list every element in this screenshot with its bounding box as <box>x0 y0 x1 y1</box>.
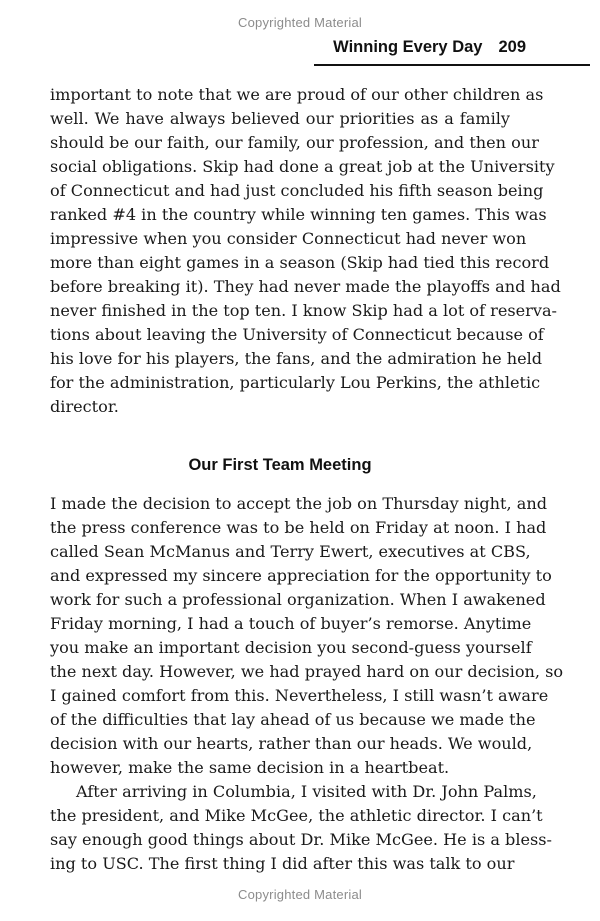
text-line: his love for his players, the fans, and the admiration he held <box>50 349 543 368</box>
text-line: the press conference was to be held on Friday at noon. I had <box>50 518 547 537</box>
text-line: more than eight games in a season (Skip had tied this record <box>50 253 550 272</box>
text-line: however, make the same decision in a heartbeat. <box>50 758 450 777</box>
header-rule <box>314 64 590 66</box>
text-line: decision with our hearts, rather than our heads. We would, <box>50 734 533 753</box>
text-line: should be our faith, our family, our profession, and then our <box>50 133 539 152</box>
text-line: After arriving in Columbia, I visited with Dr. John Palms, <box>76 782 537 801</box>
running-head-title: Winning Every Day <box>333 38 483 56</box>
text-line: Friday morning, I had a touch of buyer’s remorse. Anytime <box>50 614 532 633</box>
text-line: the next day. However, we had prayed hard on our decision, so <box>50 662 564 681</box>
copyright-watermark-top: Copyrighted Material <box>238 15 362 30</box>
text-line: you make an important decision you second-guess yourself <box>50 638 532 657</box>
text-line: social obligations. Skip had done a great job at the University <box>50 157 555 176</box>
page-number: 209 <box>498 38 526 56</box>
text-line: called Sean McManus and Terry Ewert, executives at CBS, <box>50 542 531 561</box>
text-line: I gained comfort from this. Nevertheless, I still wasn’t aware <box>50 686 549 705</box>
text-line: for the administration, particularly Lou Perkins, the athletic <box>50 373 541 392</box>
text-line: ranked #4 in the country while winning ten games. This was <box>50 205 547 224</box>
text-line: I made the decision to accept the job on Thursday night, and <box>50 494 548 513</box>
body-paragraph-1 <box>50 83 561 419</box>
running-head <box>333 38 526 57</box>
section-heading: Our First Team Meeting <box>188 456 372 474</box>
text-line: ing to USC. The first thing I did after this was talk to our <box>50 854 515 873</box>
body-paragraph-2 <box>50 492 564 780</box>
copyright-watermark-bottom: Copyrighted Material <box>238 887 362 902</box>
text-line: of Connecticut and had just concluded his fifth season being <box>50 181 544 200</box>
text-line: never finished in the top ten. I know Skip had a lot of reserva- <box>50 301 557 320</box>
body-paragraph-3 <box>50 780 552 876</box>
text-line: impressive when you consider Connecticut had never won <box>50 229 527 248</box>
text-line: director. <box>50 397 119 416</box>
text-line: say enough good things about Dr. Mike McGee. He is a bless- <box>50 830 552 849</box>
text-line: well. We have always believed our priorities as a family <box>50 109 510 128</box>
text-line: the president, and Mike McGee, the athletic director. I can’t <box>50 806 543 825</box>
text-line: and expressed my sincere appreciation for the opportunity to <box>50 566 552 585</box>
text-line: tions about leaving the University of Connecticut because of <box>50 325 544 344</box>
text-line: important to note that we are proud of our other children as <box>50 85 544 104</box>
text-line: work for such a professional organization. When I awakened <box>50 590 546 609</box>
text-line: of the difficulties that lay ahead of us because we made the <box>50 710 536 729</box>
text-line: before breaking it). They had never made the playoffs and had <box>50 277 561 296</box>
